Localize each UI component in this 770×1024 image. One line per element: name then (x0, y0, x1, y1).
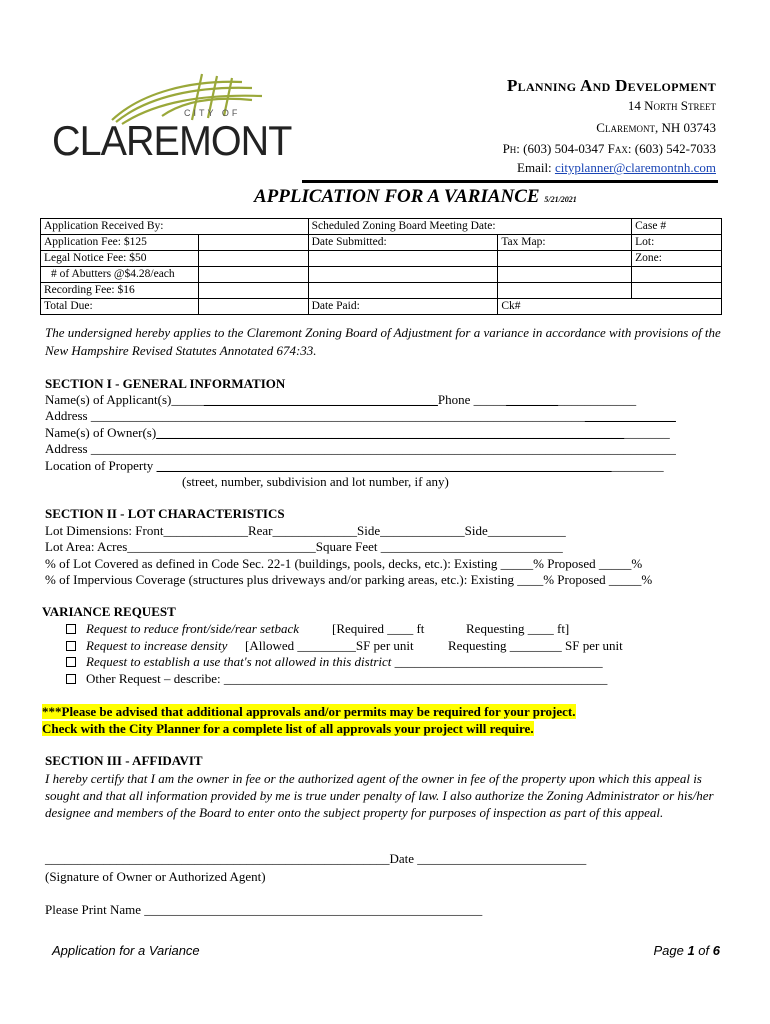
blank-cell[interactable] (632, 267, 722, 283)
blank-cell[interactable] (308, 267, 498, 283)
phone-fax: Ph: (603) 504-0347 Fax: (603) 542-7033 (502, 141, 716, 156)
notice-text-1: ***Please be advised that additional approvals and/or permits may be required for your project. (42, 704, 576, 719)
blank-cell[interactable] (308, 283, 498, 299)
print-name-label: Please Print Name (45, 902, 145, 917)
scheduled-meeting-date[interactable]: Scheduled Zoning Board Meeting Date: (308, 219, 632, 235)
tax-map[interactable]: Tax Map: (498, 235, 632, 251)
form-date: 5/21/2021 (544, 195, 577, 204)
section3-heading: SECTION III - AFFIDAVIT (45, 753, 203, 768)
form-title-text: APPLICATION FOR A VARIANCE (254, 186, 540, 207)
lot-dimensions-field[interactable]: Lot Dimensions: Front_____________Rear_____________Side_____________Side____________ (45, 523, 566, 538)
notice-line-2 (42, 721, 534, 737)
intro-paragraph: The undersigned hereby applies to the Claremont Zoning Board of Adjustment for a variance in accordance with provisions of the New Hampshire Revised Statutes Annotated 674:33. (45, 325, 721, 358)
phone-line[interactable]: ________ (506, 392, 559, 407)
logo-city-text: CITY OF (184, 108, 241, 118)
legal-notice-fee-value[interactable] (198, 251, 308, 267)
impervious-field[interactable]: % of Impervious Coverage (structures plus driveways and/or parking areas, etc.): Existing ____% Proposed _____% (45, 572, 653, 587)
print-name-line[interactable] (45, 902, 482, 918)
blank-cell[interactable] (308, 251, 498, 267)
signature-caption: (Signature of Owner or Authorized Agent) (45, 869, 266, 884)
legal-notice-fee: Legal Notice Fee: $50 (41, 251, 199, 267)
case-number[interactable]: Case # (632, 219, 722, 235)
affidavit-text: I hereby certify that I am the owner in fee or the authorized agent of the owner in fee of the property upon which this appeal is sought and that all information provided by me is true under penalty of law. I also authorize the Zoning Administrator or his/her designee and members of the Board to enter onto the subject property for purposes of inspection as part of this appeal. (45, 771, 714, 820)
variance-use-item[interactable] (66, 654, 603, 670)
email-label: Email: (517, 160, 555, 175)
blank-cell[interactable] (632, 283, 722, 299)
page-total: 6 (712, 943, 720, 958)
location-tail[interactable]: ________ (611, 458, 664, 473)
owner-name-field[interactable] (45, 425, 670, 441)
setback-requesting[interactable]: Requesting ____ ft] (466, 621, 570, 636)
phone-tail[interactable]: ____________ (558, 392, 637, 407)
recording-fee-value[interactable] (198, 283, 308, 299)
section2-heading: SECTION II - LOT CHARACTERISTICS (45, 506, 285, 521)
department-title: Planning And Development (506, 76, 716, 95)
page-number (653, 943, 720, 958)
total-due-value[interactable] (198, 299, 308, 315)
applicant-address-field[interactable] (45, 408, 676, 424)
application-fee: Application Fee: $125 (41, 235, 199, 251)
owner-address-field[interactable] (45, 441, 676, 457)
owner-label: Name(s) of Owner(s) (45, 425, 157, 440)
date-submitted[interactable]: Date Submitted: (308, 235, 498, 251)
page-prefix: Page (653, 943, 688, 958)
recording-fee: Recording Fee: $16 (41, 283, 199, 299)
abutters-fee: # of Abutters @$4.28/each (41, 267, 199, 283)
office-use-table (40, 218, 722, 315)
checkbox[interactable] (66, 674, 76, 684)
logo-name-text: CLAREMONT (52, 117, 292, 164)
applicant-address-label: Address ____________________________________________________________________________ (45, 408, 585, 423)
variance-heading: VARIANCE REQUEST (42, 604, 176, 619)
setback-required[interactable]: [Required ____ ft (332, 621, 425, 636)
variance-density-item[interactable] (66, 638, 227, 654)
date-label: Date (389, 851, 418, 866)
checkbox[interactable] (66, 641, 76, 651)
application-fee-value[interactable] (198, 235, 308, 251)
phone-label: Phone _____ (437, 392, 507, 407)
signature-line[interactable] (45, 851, 586, 867)
date-paid[interactable]: Date Paid: (308, 299, 498, 315)
city-logo (52, 72, 302, 164)
checkbox[interactable] (66, 657, 76, 667)
use-label: Request to establish a use that's not allowed in this district (86, 654, 392, 669)
form-title (254, 186, 577, 208)
footer-title: Application for a Variance (52, 943, 200, 958)
signature-field[interactable]: _____________________________________________________ (45, 851, 390, 866)
section1-heading: SECTION I - GENERAL INFORMATION (45, 376, 286, 391)
density-requesting[interactable]: Requesting ________ SF per unit (448, 638, 623, 653)
lot-covered-field[interactable]: % of Lot Covered as defined in Code Sec. 22-1 (buildings, pools, decks, etc.): Existing _____% Proposed _____% (45, 556, 643, 571)
email-line (517, 160, 716, 176)
owner-address-label: Address _______________________________________________________________________________ (45, 441, 605, 456)
location-field[interactable] (45, 458, 664, 474)
zone[interactable]: Zone: (632, 251, 722, 267)
application-received-by[interactable]: Application Received By: (41, 219, 309, 235)
notice-text-2: Check with the City Planner for a complete list of all approvals your project will require. (42, 721, 534, 736)
blank-cell[interactable] (498, 251, 632, 267)
street-address: 14 North Street (627, 98, 716, 113)
owner-address-tail[interactable]: ___________ (604, 441, 676, 456)
location-note: (street, number, subdivision and lot number, if any) (182, 474, 449, 489)
email-link[interactable]: cityplanner@claremontnh.com (554, 160, 716, 175)
location-label: Location of Property (45, 458, 157, 473)
city-address: Claremont, NH 03743 (596, 120, 716, 135)
use-line[interactable]: ________________________________ (394, 654, 603, 669)
check-number[interactable]: Ck# (498, 299, 722, 315)
abutters-fee-value[interactable] (198, 267, 308, 283)
lot-area-field[interactable]: Lot Area: Acres_____________________________Square Feet ____________________________ (45, 539, 563, 554)
variance-setback-item[interactable] (66, 621, 299, 637)
date-field[interactable]: __________________________ (417, 851, 587, 866)
owner-line[interactable]: ________________________________________________________________________ (156, 425, 625, 440)
notice-line-1 (42, 704, 576, 720)
variance-other-item[interactable] (66, 671, 607, 687)
print-name-field[interactable]: ____________________________________________________ (144, 902, 483, 917)
page-of: of (694, 943, 713, 958)
blank-cell[interactable] (498, 283, 632, 299)
total-due: Total Due: (41, 299, 199, 315)
owner-tail[interactable]: _______ (624, 425, 670, 440)
checkbox[interactable] (66, 624, 76, 634)
applicant-label: Name(s) of Applicant(s)_____ (45, 392, 204, 407)
blank-cell[interactable] (498, 267, 632, 283)
density-allowed[interactable]: [Allowed _________SF per unit (245, 638, 414, 653)
location-line[interactable]: ______________________________________________________________________ (156, 458, 612, 473)
other-label[interactable]: Other Request – describe: ___________________________________________________________ (86, 671, 608, 686)
applicant-name-field[interactable] (45, 392, 636, 408)
page-current: 1 (687, 943, 695, 958)
header-rule (302, 180, 718, 183)
density-label: Request to increase density (86, 638, 228, 653)
setback-label: Request to reduce front/side/rear setback (86, 621, 300, 636)
applicant-address-tail[interactable]: ______________ (584, 408, 676, 423)
lot[interactable]: Lot: (632, 235, 722, 251)
applicant-line[interactable]: ____________________________________ (203, 392, 438, 407)
